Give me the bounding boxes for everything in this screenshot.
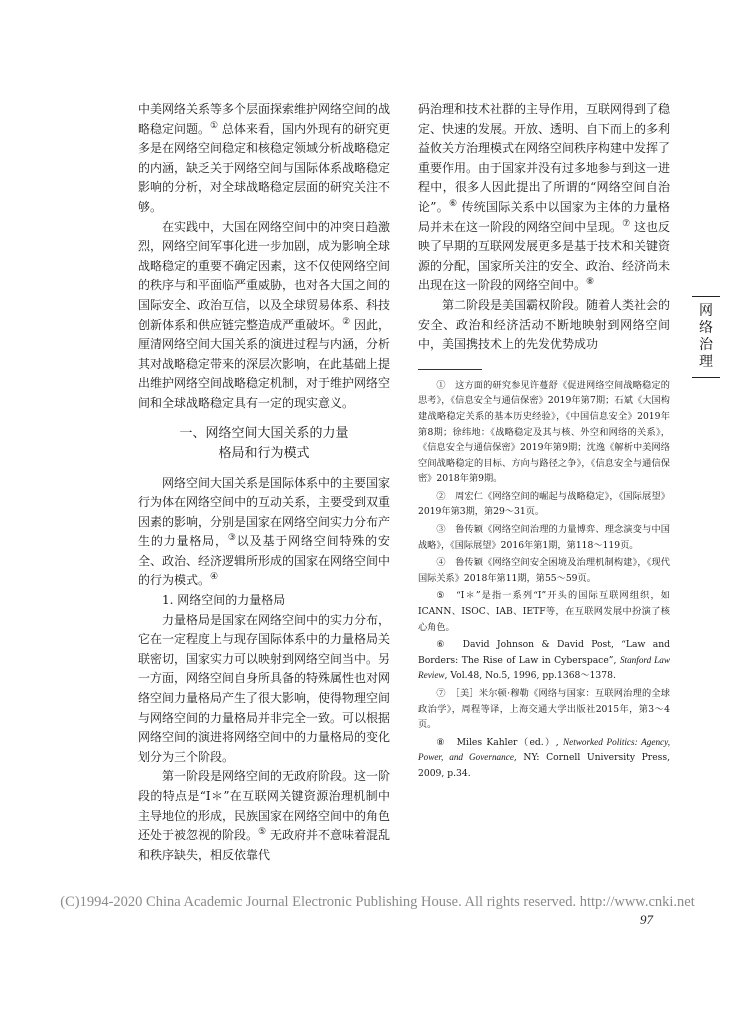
footnote: ⑥ David Johnson & David Post, “Law and Borders: The Rise of Law in Cyberspace”, Stanford Law Review, Vol.48, No.5, 1996, pp.1368～1378. — [418, 639, 670, 682]
paragraph: 第二阶段是美国霸权阶段。随着人类社会的安全、政治和经济活动不断地映射到网络空间中，美国携技术上的先发优势成功 — [418, 297, 671, 352]
paragraph: 网络空间大国关系是国际体系中的主要国家行为体在网络空间中的互动关系，主要受到双重因素的影响，分别是国家在网络空间实力分布产生的力量格局，③以及基于网络空间特殊的安全、政治、经济逻辑所形成的国家在网络空间中的行为模式。④ — [138, 475, 391, 588]
footnote: ⑦ ［美］米尔顿·穆勒《网络与国家：互联网治理的全球政治学》，周程等译，上海交通大学出版社2015年，第3～4页。 — [418, 688, 670, 731]
section-side-label — [692, 290, 720, 384]
footnote: ④ 鲁传颖《网络空间安全困境及治理机制构建》，《现代国际关系》2018年第11期，第55～59页。 — [418, 557, 670, 584]
footnotes — [418, 378, 670, 782]
section-heading: 一、网络空间大国关系的力量 格局和行为模式 — [179, 425, 349, 461]
side-label-rule-bottom — [692, 377, 720, 378]
side-label-char: 网 — [699, 303, 713, 319]
side-label-rule-top — [692, 296, 720, 297]
footnote: ⑤ “I＊”是指一系列“I”开头的国际互联网组织，如ICANN、ISOC、IAB、IETF等，在互联网发展中扮演了核心角色。 — [418, 590, 670, 633]
footnote-ref[interactable]: ④ — [210, 572, 219, 583]
footnote-ref[interactable]: ① — [210, 120, 219, 131]
footnote-ref[interactable]: ⑤ — [258, 827, 267, 838]
left-column — [138, 100, 390, 865]
footnote: ② 周宏仁《网络空间的崛起与战略稳定》，《国际展望》2019年第3期，第29～31页。 — [418, 490, 670, 518]
footnote-ref[interactable]: ② — [342, 316, 351, 327]
paragraph: 第一阶段是网络空间的无政府阶段。这一阶段的特点是“I＊”在互联网关键资源治理机制中主导地位的形成，民族国家在网络空间中的角色还处于被忽视的阶段。⑤ 无政府并不意味着混乱和秩序缺失，相反依靠代 — [138, 769, 391, 862]
footnote: ③ 鲁传颖《网络空间治理的力量博弈、理念演变与中国战略》，《国际展望》2016年第1期，第118～119页。 — [418, 524, 670, 551]
side-label-char: 络 — [699, 320, 713, 336]
paragraph: 在实践中，大国在网络空间中的冲突日趋激烈，网络空间军事化进一步加剧，成为影响全球战略稳定的重要不确定因素，这不仅使网络空间的秩序与和平面临严重威胁，也对各大国之间的国际安全、政治互信，以及全球贸易体系、科技创新体系和供应链完整造成严重破坏。② 因此，厘清网络空间大国关系的演进过程与内涵，分析其对战略稳定带来的深层次影响，在此基础上提出维护网络空间战略稳定机制，对于维护网络空间和全球战略稳定具有一定的现实意义。 — [138, 219, 391, 410]
footnote-divider — [418, 369, 482, 370]
right-column — [418, 100, 670, 784]
paragraph: 中美网络关系等多个层面探索维护网络空间的战略稳定问题。① 总体来看，国内外现有的研究更多是在网络空间稳定和核稳定领域分析战略稳定的内涵，缺乏关于网络空间与国际体系战略稳定影响的分析，对全球战略稳定层面的研究关注不够。 — [138, 102, 391, 214]
side-label-char: 治 — [699, 337, 713, 353]
footnote-ref[interactable]: ③ — [227, 533, 237, 544]
side-label-char: 理 — [699, 354, 713, 370]
paragraph: 码治理和技术社群的主导作用，互联网得到了稳定、快速的发展。开放、透明、自下而上的多利益攸关方治理模式在网络空间秩序构建中发挥了重要作用。由于国家并没有过多地参与到这一进程中，很多人因此提出了所谓的“网络空间自治论”。⑥ 传统国际关系中以国家为主体的力量格局并未在这一阶段的网络空间中呈现。⑦ 这也反映了早期的互联网发展更多是基于技术和关键资源的分配，国家所关注的安全、政治、经济尚未出现在这一阶段的网络空间中。⑧ — [418, 102, 671, 293]
footnote: ① 这方面的研究参见许蔓舒《促进网络空间战略稳定的思考》，《信息安全与通信保密》2019年第7期；石斌《大国构建战略稳定关系的基本历史经验》，《中国信息安全》2019年第8期；徐纬地：《战略稳定及其与核、外空和网络的关系》，《信息安全与通信保密》2019年第9期；沈逸《解析中美网络空间战略稳定的目标、方向与路径之争》，《信息安全与通信保密》2018年第9期。 — [418, 379, 670, 485]
footnote-ref[interactable]: ⑦ — [622, 218, 631, 229]
paragraph: 力量格局是国家在网络空间中的实力分布，它在一定程度上与现存国际体系中的力量格局关联密切，国家实力可以映射到网络空间当中。另一方面，网络空间自身所具备的特殊属性也对网络空间力量格局产生了很大影响，使得物理空间与网络空间的力量格局并非完全一致。可以根据网络空间的演进将网络空间中的力量格局的变化划分为三个阶段。 — [138, 612, 391, 764]
copyright-watermark: (C)1994-2020 China Academic Journal Electronic Publishing House. All rights reserved. http://www.cnki.net — [60, 894, 695, 910]
footnote-ref[interactable]: ⑧ — [586, 277, 595, 288]
footnote: ⑧ Miles Kahler（ed.）, Networked Politics: Agency, Power, and Governance, NY: Cornell University Press, 2009, p.34. — [418, 736, 670, 779]
footnote-ref[interactable]: ⑥ — [449, 198, 458, 209]
page-number: 97 — [640, 912, 653, 927]
subsection-heading: 1. 网络空间的力量格局 — [162, 593, 286, 608]
